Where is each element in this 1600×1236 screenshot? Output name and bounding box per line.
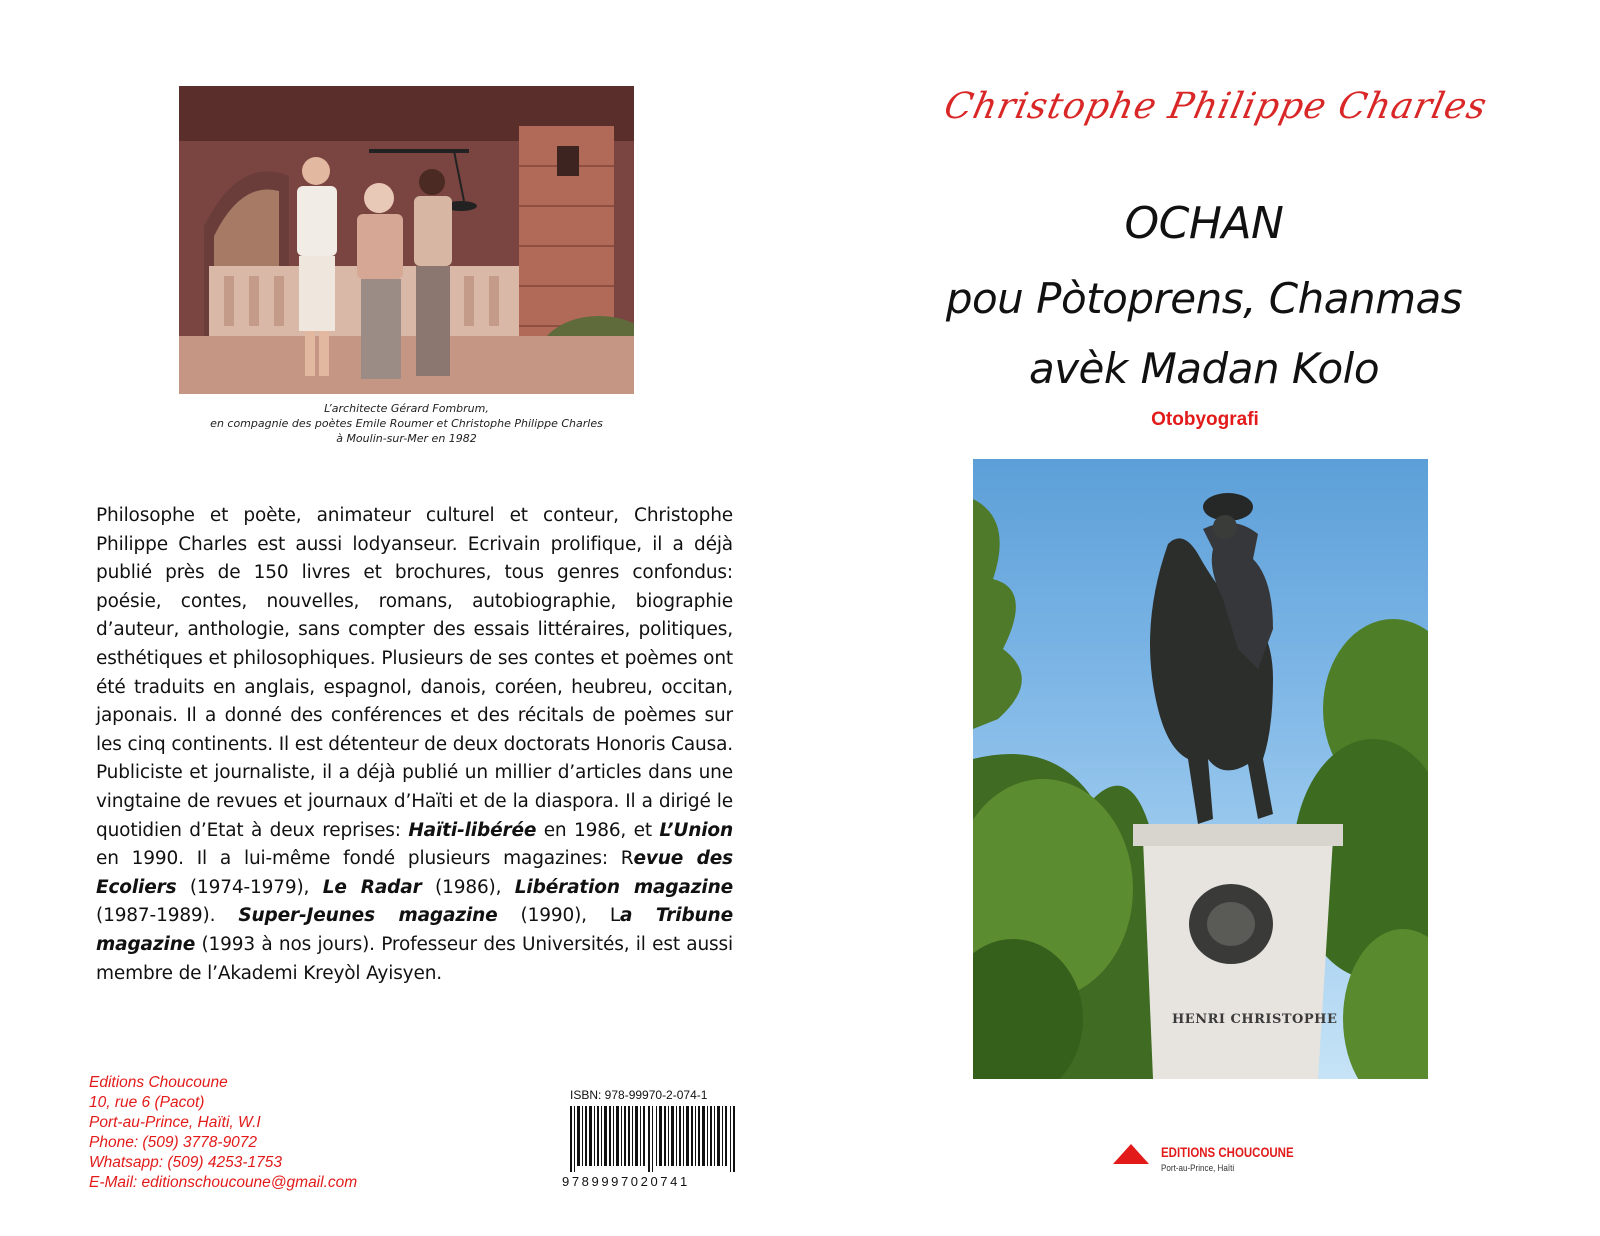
- bio-title: Super-Jeunes magazine: [238, 905, 498, 927]
- back-cover-photo: [179, 86, 634, 394]
- barcode-digits: 9789997020741: [562, 1174, 690, 1189]
- photo-caption: [179, 401, 634, 446]
- publisher-name: Editions Choucoune: [89, 1074, 228, 1091]
- caption-line: à Moulin-sur-Mer en 1982: [336, 432, 477, 445]
- bio-text: (1986),: [421, 876, 515, 898]
- book-subtitle: Otobyografi: [1151, 409, 1259, 430]
- bio-text: (1993 à nos jours). Professeur des Universités, il est aussi membre de l’Akademi Kreyòl Ayisyen.: [96, 933, 733, 984]
- bio-title: evue des Ecoliers: [96, 848, 733, 898]
- statue-photo: [973, 459, 1428, 1079]
- publisher-city: Port-au-Prince, Haïti, W.I: [89, 1114, 261, 1131]
- publisher-logo-name: EDITIONS CHOUCOUNE: [1161, 1145, 1294, 1160]
- isbn-barcode: [570, 1106, 738, 1172]
- bio-title: Le Radar: [322, 876, 422, 898]
- bio-text: en 1986, et: [536, 819, 660, 841]
- caption-line: en compagnie des poètes Emile Roumer et Christophe Philippe Charles: [210, 417, 603, 430]
- bio-text: en 1990. Il a lui-même fondé plusieurs magazines: R: [96, 848, 634, 870]
- bio-title: L’Union: [659, 819, 733, 841]
- caption-line: L’architecte Gérard Fombrum,: [324, 402, 489, 415]
- publisher-logo-city: Port-au-Prince, Haïti: [1161, 1163, 1235, 1174]
- publisher-contact: [89, 1073, 429, 1193]
- book-title-line: avèk Madan Kolo: [1028, 344, 1380, 393]
- publisher-phone: Phone: (509) 3778-9072: [89, 1134, 258, 1151]
- bio-title: a Tribune magazine: [96, 905, 733, 955]
- isbn-label: ISBN: 978-99970-2-074-1: [570, 1088, 708, 1102]
- triangle-logo-icon: [1113, 1144, 1149, 1164]
- bio-text: (1990), L: [497, 905, 620, 927]
- author-name: Christophe Philippe Charles: [940, 86, 1491, 127]
- bio-title: Libération magazine: [514, 876, 733, 898]
- book-title-line: OCHAN: [1124, 198, 1284, 249]
- publisher-email: E-Mail: editionschoucoune@gmail.com: [89, 1174, 358, 1191]
- bio-text: (1987-1989).: [96, 905, 239, 927]
- bio-title: Haïti-libérée: [408, 819, 537, 841]
- publisher-address: 10, rue 6 (Pacot): [89, 1094, 205, 1111]
- publisher-whatsapp: Whatsapp: (509) 4253-1753: [89, 1154, 283, 1171]
- bio-text: (1974-1979),: [176, 876, 323, 898]
- statue-plaque-text: HENRI CHRISTOPHE: [1172, 1012, 1338, 1027]
- author-biography: [96, 502, 733, 988]
- bio-text: Philosophe et poète, animateur culturel et conteur, Christophe Philippe Charles est aussi lodyanseur. Ecrivain prolifique, il a déjà publié près de 150 livres et brochures, tous genres confondus: poésie, contes, nouvelles, romans, autobiographie, biographie d’auteur, anthologie, sans compter des essais littéraires, politiques, esthétiques et philosophiques. Plusieurs de ses contes et poèmes ont été traduits en anglais, espagnol, danois, coréen, heubreu, occitan, japonais. Il a donné des conférences et des récitals de poèmes sur les cinq continents. Il est détenteur de deux doctorats Honoris Causa. Publiciste et journaliste, il a déjà publié un millier d’articles dans une vingtaine de revues et journaux d’Haïti et de la diaspora. Il a dirigé le quotidien d’Etat à deux reprises:: [96, 505, 733, 841]
- book-title-line: pou Pòtoprens, Chanmas: [945, 274, 1463, 323]
